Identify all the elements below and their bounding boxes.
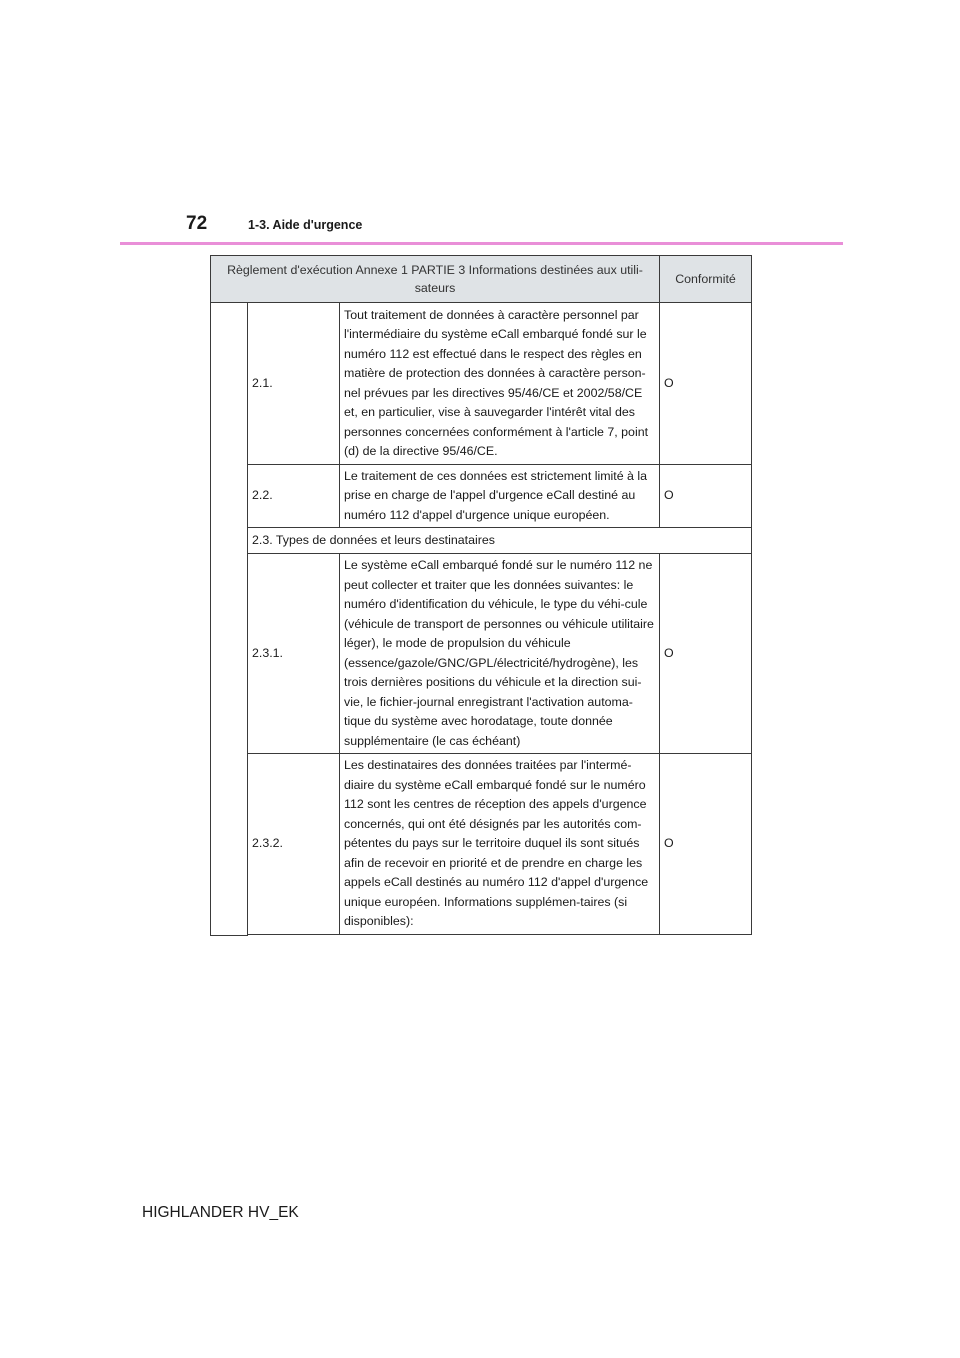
row-number: 2.2. — [248, 465, 340, 528]
page-number: 72 — [186, 213, 208, 234]
table-row — [211, 528, 752, 554]
footer-model: HIGHLANDER HV_EK — [142, 1204, 299, 1221]
row-conformity: O — [660, 303, 752, 465]
row-text: Tout traitement de données à caractère personnel par l'intermédiaire du système eCall embarqué fondé sur le numéro 112 est effectué dans le respect des règles en matière de protection des données à caractère person-nel prévues par les directives 95/46/CE et 2002/58/CE et, en particulier, vise à sauvegarder l'intérêt vital des personnes concernées conformément à l'article 7, point (d) de la directive 95/46/CE. — [340, 303, 660, 465]
row-text: Le traitement de ces données est strictement limité à la prise en charge de l'appel d'urgence eCall destiné au numéro 112 d'appel d'urgence unique européen. — [340, 465, 660, 528]
row-number: 2.3.1. — [248, 554, 340, 754]
header-divider — [120, 242, 843, 245]
regulation-table — [210, 255, 752, 936]
table-row — [211, 554, 752, 754]
section-heading-row: 2.3. Types de données et leurs destinataires — [248, 528, 752, 554]
conformity-header: Conformité — [660, 256, 752, 303]
regulation-header: Règlement d'exécution Annexe 1 PARTIE 3 Informations destinées aux utili-sateurs — [211, 256, 660, 303]
table-row — [211, 465, 752, 528]
section-title: 1-3. Aide d'urgence — [248, 218, 363, 232]
row-number: 2.3.2. — [248, 754, 340, 935]
indent-column — [211, 303, 248, 936]
row-conformity: O — [660, 554, 752, 754]
row-conformity: O — [660, 754, 752, 935]
table-header-row — [211, 256, 752, 303]
row-number: 2.1. — [248, 303, 340, 465]
table-row — [211, 754, 752, 935]
row-conformity: O — [660, 465, 752, 528]
row-text: Le système eCall embarqué fondé sur le numéro 112 ne peut collecter et traiter que les données suivantes: le numéro d'identification du véhicule, le type du véhi-cule (véhicule de transport de personnes ou véhicule utilitaire léger), le mode de propulsion du véhicule (essence/gazole/GNC/GPL/électricité/hydrogène), les trois dernières positions du véhicule et la direction sui-vie, le fichier-journal enregistrant l'activation automa-tique du système avec horodatage, toute donnée supplémentaire (le cas échéant) — [340, 554, 660, 754]
row-text: Les destinataires des données traitées par l'intermé-diaire du système eCall embarqué fondé sur le numéro 112 sont les centres de réception des appels d'urgence concernés, qui ont été désignés par les autorités com-pétentes du pays sur le territoire duquel ils sont situés afin de recevoir en priorité et de prendre en charge les appels eCall destinés au numéro 112 d'appel d'urgence unique européen. Informations supplémen-taires (si disponibles): — [340, 754, 660, 935]
table-row — [211, 303, 752, 465]
